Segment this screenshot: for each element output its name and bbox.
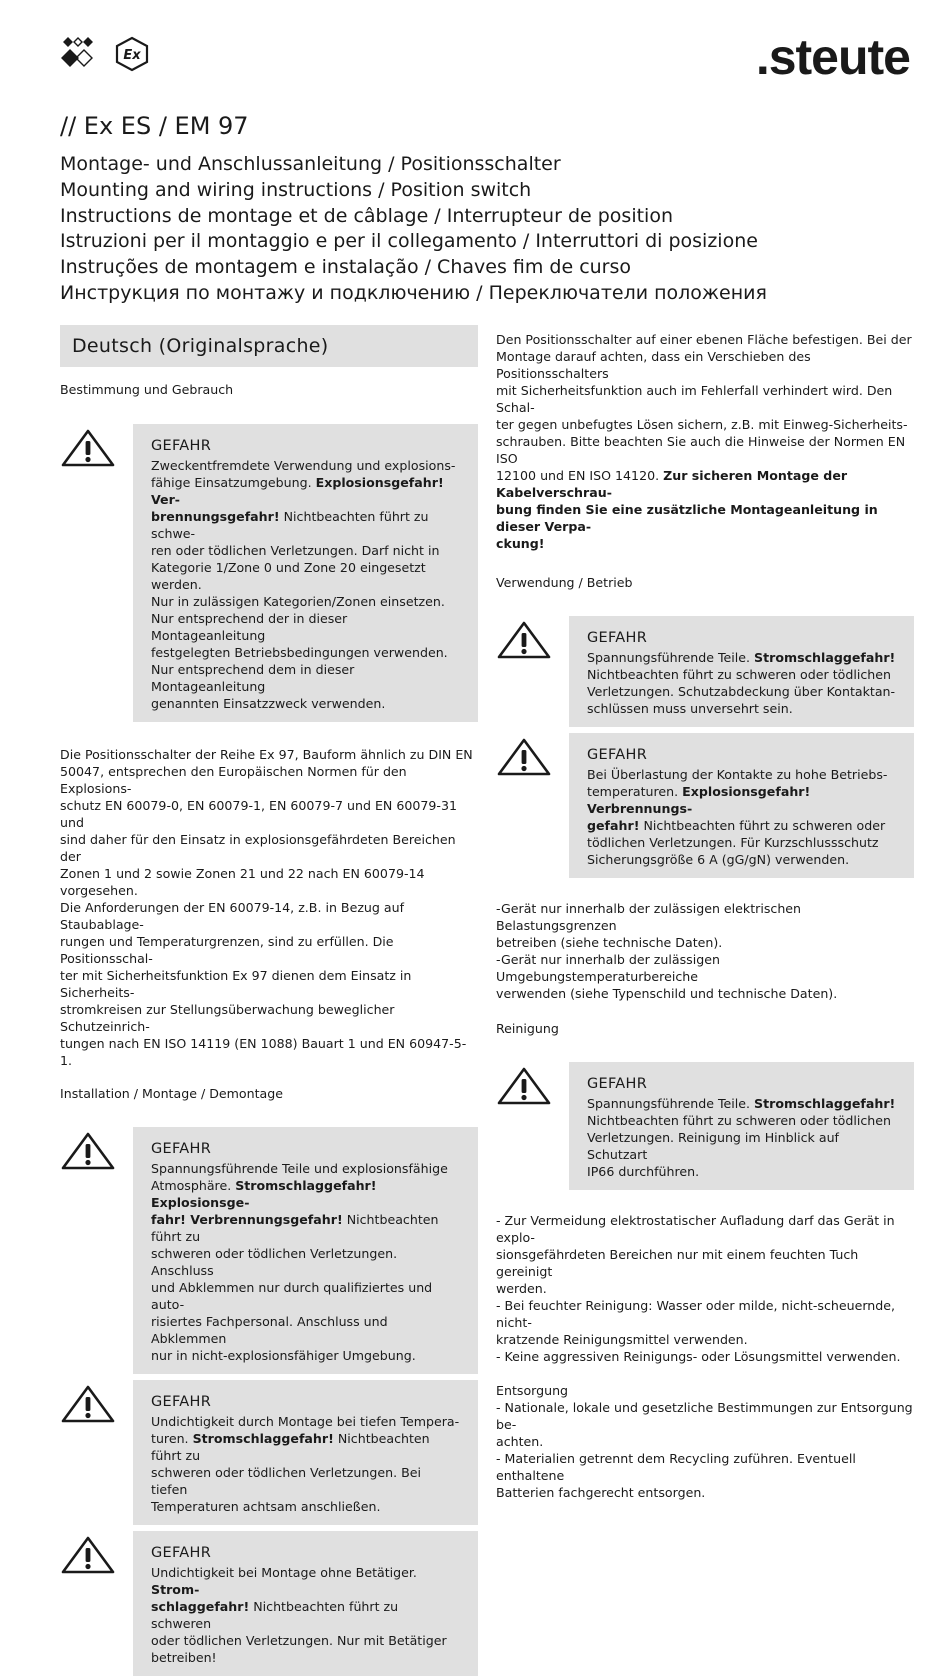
company-address bbox=[0, 969, 2, 1309]
danger-text: Spannungsführende Teile. Stromschlaggefahr! Nichtbeachten führt zu schweren oder tödlichen Verletzungen. Schutzabdeckung über Kontaktan- schlüssen muss unversehrt sein. bbox=[587, 650, 896, 716]
danger-label: GEFAHR bbox=[151, 438, 212, 454]
danger-notice bbox=[60, 424, 478, 722]
section-heading-installation: Installation / Montage / Demontage bbox=[60, 1086, 283, 1101]
operation-list: -Gerät nur innerhalb der zulässigen elektrischen Belastungsgrenzen betreiben (siehe technische Daten). -Gerät nur innerhalb der zulässigen Umgebungstemperaturbereiche verwenden (siehe Typenschild und technische Daten). bbox=[496, 901, 838, 1001]
warning-triangle-icon bbox=[60, 1131, 116, 1171]
danger-text: Bei Überlastung der Kontakte zu hohe Betriebs- temperaturen. Explosionsgefahr! Verbrennungs- gefahr! Nichtbeachten führt zu schweren oder tödlichen Verletzungen. Für Kurzschlussschutz Sicherungsgröße 6 A (gG/gN) verwenden. bbox=[587, 767, 888, 867]
subtitle-block bbox=[60, 152, 767, 307]
danger-text: Undichtigkeit durch Montage bei tiefen Tempera- turen. Stromschlaggefahr! Nichtbeachten führt zu schweren oder tödlichen Verletzungen. Bei tiefen Temperaturen achtsam anschließen. bbox=[151, 1414, 460, 1514]
danger-label: GEFAHR bbox=[151, 1545, 212, 1561]
subtitle-ru: Инструкция по монтажу и подключению / Переключатели положения bbox=[60, 281, 767, 304]
subtitle-en: Mounting and wiring instructions / Position switch bbox=[60, 178, 532, 201]
danger-notice bbox=[496, 616, 914, 727]
section-heading-operation: Verwendung / Betrieb bbox=[496, 575, 633, 590]
left-column bbox=[60, 325, 478, 1676]
document-title: // Ex ES / EM 97 bbox=[60, 112, 249, 140]
danger-notice bbox=[60, 1531, 478, 1676]
danger-notice bbox=[60, 1380, 478, 1525]
brand-logo: .steute bbox=[755, 29, 910, 85]
danger-text: Undichtigkeit bei Montage ohne Betätiger. Strom- schlaggefahr! Nichtbeachten führt zu schweren oder tödlichen Verletzungen. Nur mit Betätiger betreiben! bbox=[151, 1565, 447, 1665]
section-heading-disposal: Entsorgung bbox=[496, 1383, 569, 1398]
ex-hexagon-icon bbox=[117, 38, 147, 70]
subtitle-it: Istruzioni per il montaggio e per il collegamento / Interruttori di posizione bbox=[60, 230, 758, 253]
danger-label: GEFAHR bbox=[587, 747, 648, 763]
right-column bbox=[496, 331, 914, 1501]
subtitle-fr: Instructions de montage et de câblage / Interrupteur de position bbox=[60, 204, 674, 227]
section-heading-cleaning: Reinigung bbox=[496, 1021, 559, 1036]
atex-symbols-icon bbox=[62, 38, 92, 66]
danger-text: Zweckentfremdete Verwendung und explosions- fähige Einsatzumgebung. Explosionsgefahr! Ver- brennungsgefahr! Nichtbeachten führt zu schwe- ren oder tödlichen Verletzungen. Darf nicht in Kategorie 1/Zone 0 und Zone 20 eingesetzt werden. Nur in zulässigen Kategorien/Zonen einsetzen. Nur entsprechend der in dieser Montageanleitung festgelegten Betriebsbedingungen verwenden. Nur entsprechend dem in dieser Montageanleitung genannten Einsatzzweck verwenden. bbox=[151, 458, 456, 711]
cleaning-list: - Zur Vermeidung elektrostatischer Aufladung darf das Gerät in explo- sionsgefährdeten Bereichen nur mit einem feuchten Tuch gereinigt werden. - Bei feuchter Reinigung: Wasser oder milde, nicht-scheuernde, nicht- kratzende Reinigungsmittel verwenden. - Keine aggressiven Reinigungs- oder Lösungsmittel verwenden. bbox=[496, 1213, 901, 1364]
certification-logos bbox=[58, 36, 158, 76]
warning-triangle-icon bbox=[60, 428, 116, 468]
warning-triangle-icon bbox=[496, 737, 552, 777]
danger-label: GEFAHR bbox=[151, 1394, 212, 1410]
danger-notice bbox=[496, 733, 914, 878]
svg-text:Ex: Ex bbox=[123, 48, 141, 63]
warning-triangle-icon bbox=[60, 1384, 116, 1424]
disposal-list: - Nationale, lokale und gesetzliche Bestimmungen zur Entsorgung be- achten. - Materialien getrennt dem Recycling zuführen. Eventuell enthaltene Batterien fachgerecht entsorgen. bbox=[496, 1400, 913, 1500]
language-banner: Deutsch (Originalsprache) bbox=[60, 325, 478, 367]
body-paragraph: Die Positionsschalter der Reihe Ex 97, Bauform ähnlich zu DIN EN 50047, entsprechen den Europäischen Normen für den Explosions- schutz EN 60079-0, EN 60079-1, EN 60079-7 und EN 60079-31 und sind daher für den Einsatz in explosionsgefährdeten Bereichen der Zonen 1 und 2 sowie Zonen 21 und 22 nach EN 60079-14 vorgesehen. Die Anforderungen der EN 60079-14, z.B. in Bezug auf Staubablage- rungen und Temperaturgrenzen, sind zu erfüllen. Die Positionsschal- ter mit Sicherheitsfunktion Ex 97 dienen dem Einsatz in Sicherheits- stromkreisen zur Stellungsüberwachung beweglicher Schutzeinrich- tungen nach EN ISO 14119 (EN 1088) Bauart 1 und EN 60947-5-1. bbox=[60, 747, 473, 1068]
subtitle-pt: Instruções de montagem e instalação / Chaves fim de curso bbox=[60, 256, 632, 279]
danger-text: Spannungsführende Teile. Stromschlaggefahr! Nichtbeachten führt zu schweren oder tödlichen Verletzungen. Reinigung im Hinblick auf Schutzart IP66 durchführen. bbox=[587, 1096, 896, 1179]
warning-triangle-icon bbox=[496, 620, 552, 660]
danger-text: Spannungsführende Teile und explosionsfähige Atmosphäre. Stromschlaggefahr! Explosionsge- fahr! Verbrennungsgefahr! Nichtbeachten führt zu schweren oder tödlichen Verletzungen. Anschluss und Abklemmen nur durch qualifiziertes und auto- risiertes Fachpersonal. Anschluss und Abklemmen nur in nicht-explosionsfähiger Umgebung. bbox=[151, 1161, 448, 1363]
danger-label: GEFAHR bbox=[151, 1141, 212, 1157]
danger-notice bbox=[60, 1127, 478, 1374]
warning-triangle-icon bbox=[60, 1535, 116, 1575]
danger-label: GEFAHR bbox=[587, 630, 648, 646]
mounting-paragraph: Den Positionsschalter auf einer ebenen Fläche befestigen. Bei der Montage darauf achten, dass ein Verschieben des Positionsschalters mit Sicherheitsfunktion auch im Fehlerfall verhindert wird. Den Schal- ter gegen unbefugtes Lösen sichern, z.B. mit Einweg-Sicherheits- schrauben. Bitte beachten Sie auch die Hinweise der Normen EN ISO 12100 und EN ISO 14120. Zur sicheren Montage der Kabelverschrau- bung finden Sie eine zusätzliche Montageanleitung in dieser Verpa- ckung! bbox=[496, 332, 912, 551]
danger-notice bbox=[496, 1062, 914, 1190]
warning-triangle-icon bbox=[496, 1066, 552, 1106]
subtitle-de: Montage- und Anschlussanleitung / Positionsschalter bbox=[60, 153, 561, 175]
danger-label: GEFAHR bbox=[587, 1076, 648, 1092]
section-heading-purpose: Bestimmung und Gebrauch bbox=[60, 382, 234, 397]
